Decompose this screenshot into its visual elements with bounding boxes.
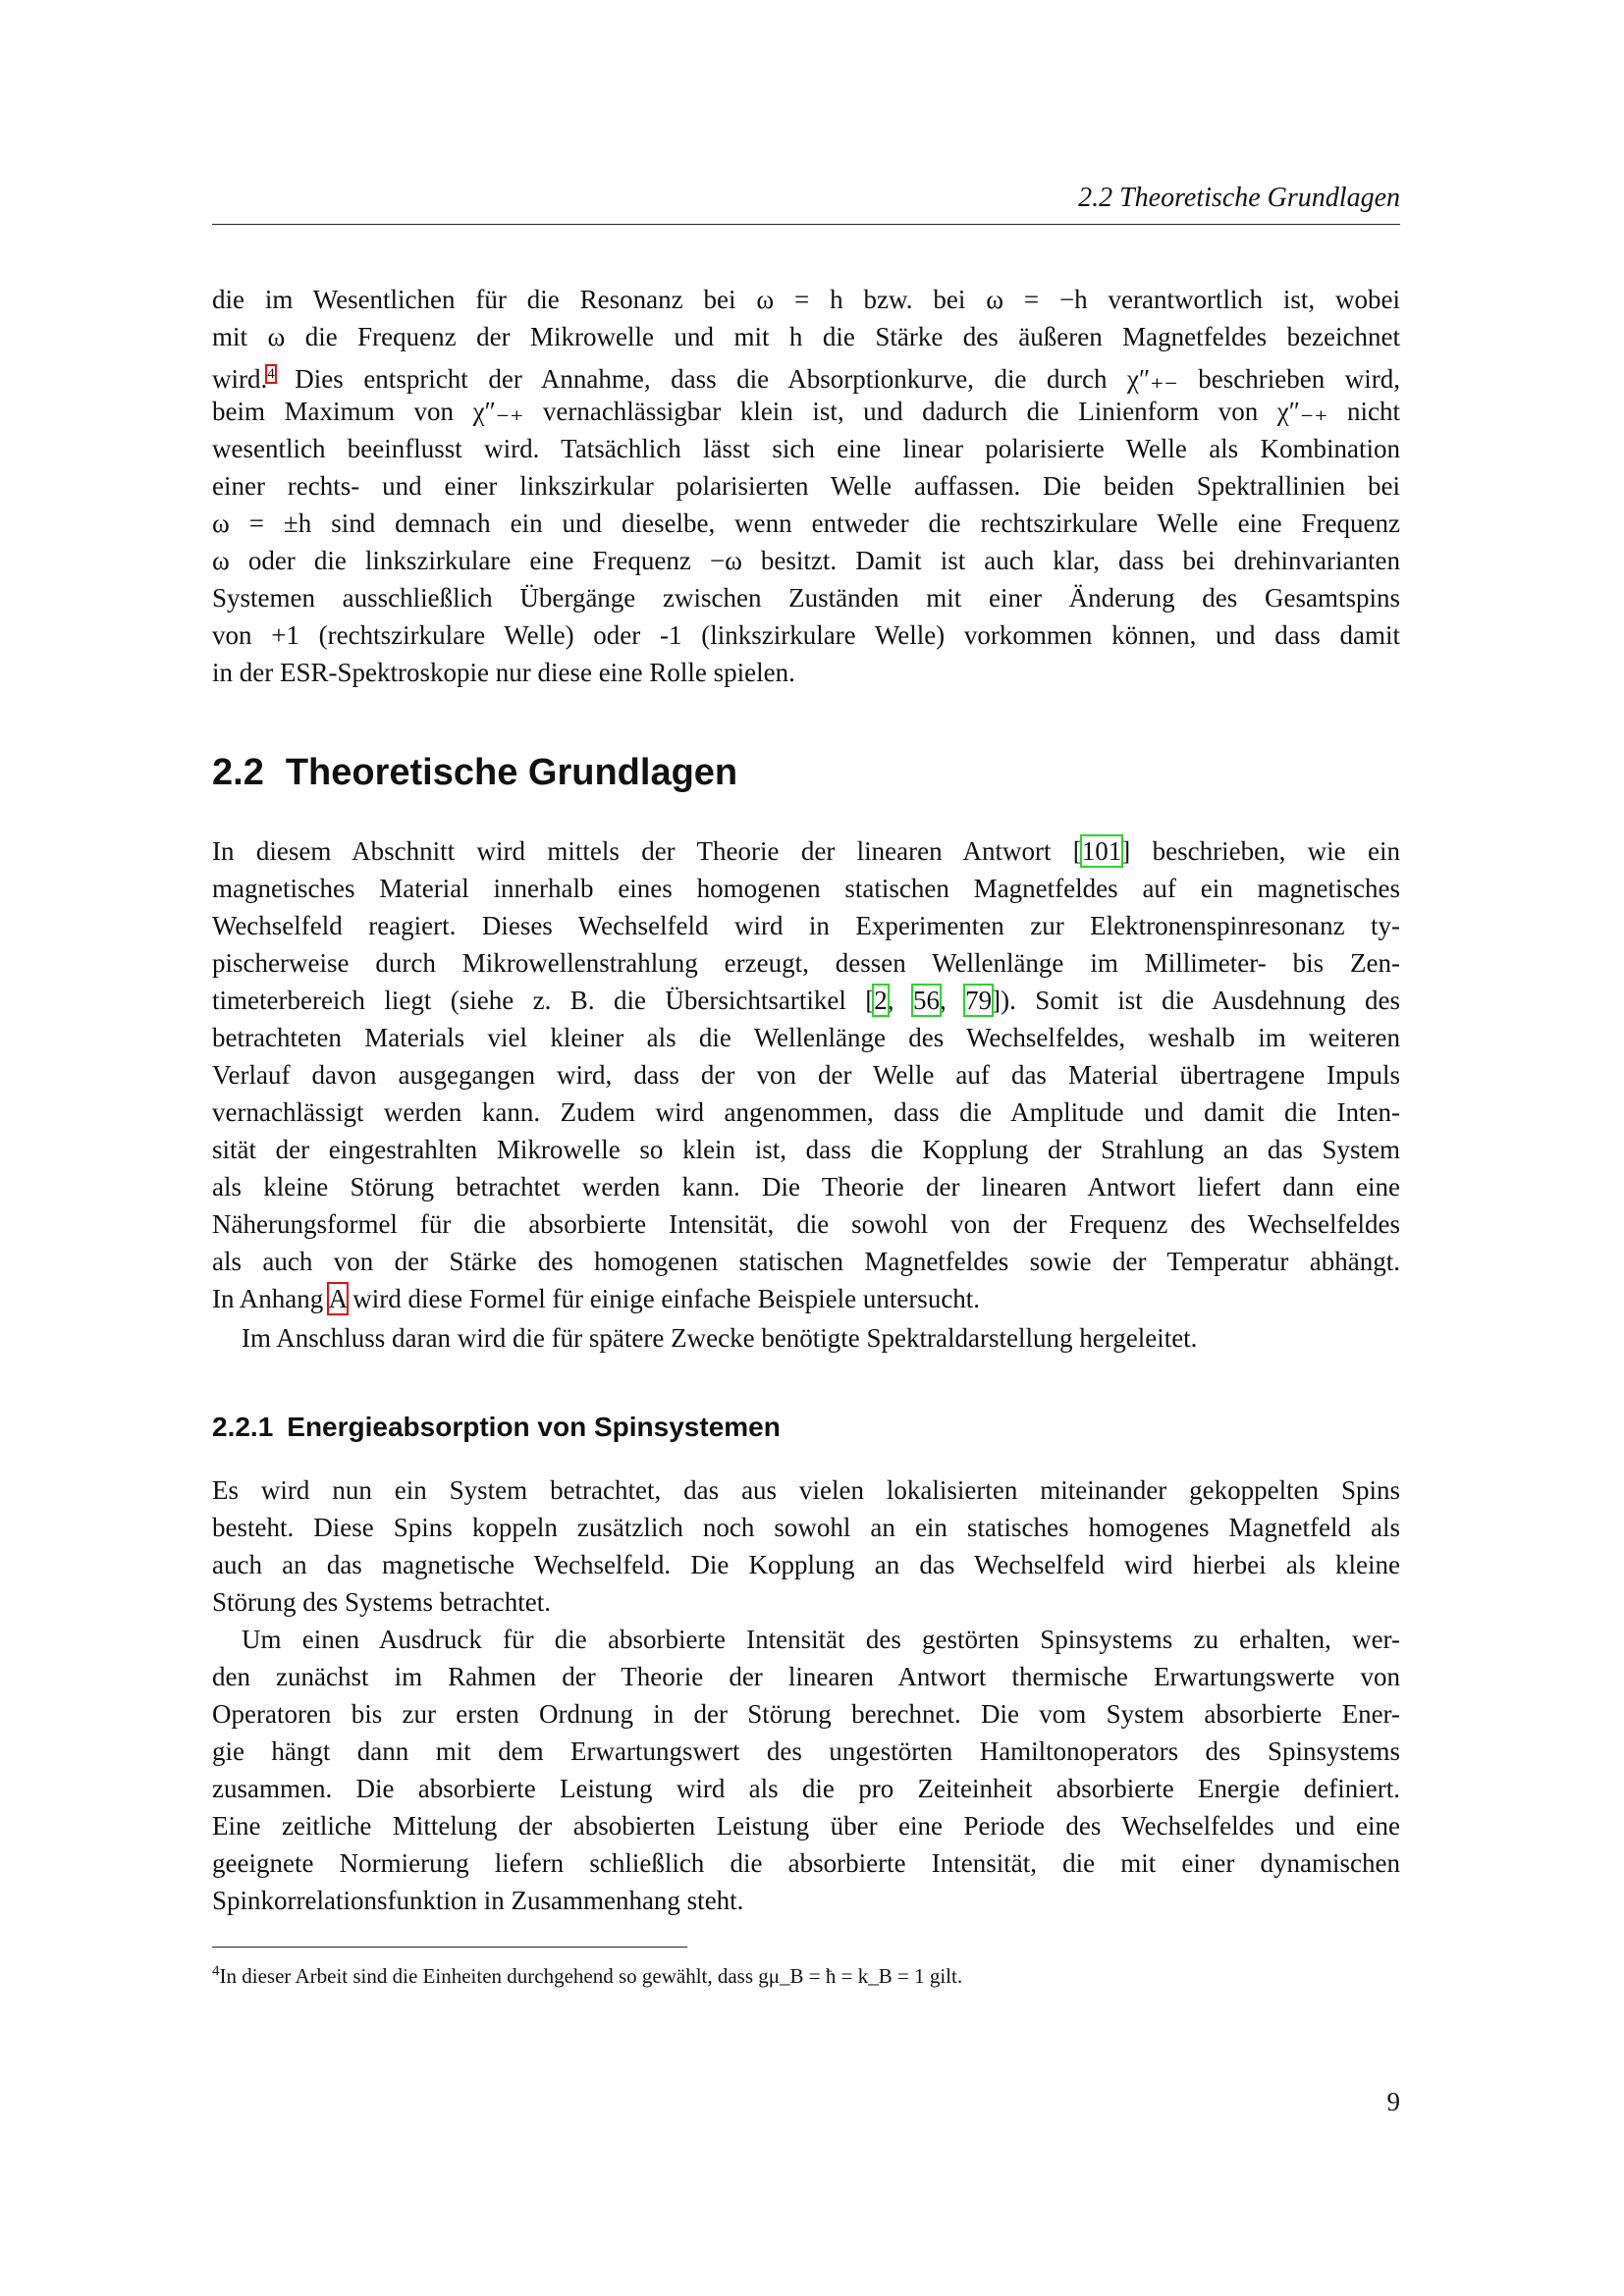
subsection-title: Energieabsorption von Spinsystemen [287, 1412, 781, 1442]
paragraph-3 [212, 1471, 1400, 1919]
appendix-link[interactable]: A [328, 1284, 347, 1313]
citation-link[interactable]: 79 [965, 986, 993, 1015]
text-line: Wechselfeld reagiert. Dieses Wechselfeld wird in Experimenten zur Elektronenspinresonanz ty- [212, 911, 1400, 940]
text: ] beschrieben, wie ein [1121, 836, 1400, 866]
text-line: Systemen ausschließlich Übergänge zwischen Zuständen mit einer Änderung des Gesamtspins [212, 583, 1400, 613]
text-line: besteht. Diese Spins koppeln zusätzlich noch sowohl an ein statisches homogenes Magnetfeld als [212, 1513, 1400, 1542]
section-heading [212, 752, 737, 794]
text-line: geeignete Normierung liefern schließlich die absorbierte Intensität, die mit einer dynamischen [212, 1848, 1400, 1878]
text-line: beim Maximum von χ″₋₊ vernachlässigbar klein ist, und dadurch die Linienform von χ″₋₊ nicht [212, 397, 1400, 426]
text-line: einer rechts- und einer linkszirkular polarisierten Welle auffassen. Die beiden Spektrallinien bei [212, 471, 1400, 501]
citation-link[interactable]: 101 [1081, 836, 1122, 866]
footnote-rule [212, 1947, 687, 1948]
paragraph-1 [212, 281, 1400, 691]
text-line [212, 1280, 1400, 1317]
section-title: Theoretische Grundlagen [285, 752, 738, 793]
text: In diesem Abschnitt wird mittels der Theorie der linearen Antwort [ [212, 836, 1082, 866]
text-line: als auch von der Stärke des homogenen statischen Magnetfeldes sowie der Temperatur abhängt. [212, 1247, 1400, 1276]
text-line: timeterbereich liegt (siehe z. B. die Übersichtsartikel [2, 56, 79]). Somit ist die Ausdehnung des [212, 986, 1401, 1015]
text-line: magnetisches Material innerhalb eines homogenen statischen Magnetfeldes auf ein magnetisches [212, 874, 1400, 903]
text-line: sität der eingestrahlten Mikrowelle so klein ist, dass die Kopplung der Strahlung an das System [212, 1135, 1400, 1164]
citation-link[interactable]: 56 [912, 986, 940, 1015]
text-line [212, 355, 1400, 393]
section-number: 2.2 [212, 752, 264, 793]
subsection-number: 2.2.1 [212, 1412, 274, 1442]
text-line: Operatoren bis zur ersten Ordnung in der Störung berechnet. Die vom System absorbierte Ener- [212, 1699, 1400, 1729]
text-line: ω = ±h sind demnach ein und dieselbe, wenn entweder die rechtszirkulare Welle eine Frequenz [212, 508, 1400, 538]
text-line: Eine zeitliche Mittelung der absobierten Leistung über eine Periode des Wechselfeldes und eine [212, 1811, 1400, 1841]
text-line: gie hängt dann mit dem Erwartungswert des ungestörten Hamiltonoperators des Spinsystems [212, 1736, 1400, 1766]
text-line: betrachteten Materials viel kleiner als die Wellenlänge des Wechselfeldes, weshalb im weiteren [212, 1023, 1400, 1052]
header-rule [212, 224, 1400, 225]
text: timeterbereich liegt (siehe z. B. die Übersichtsartikel [ [212, 986, 875, 1015]
text: Dies entspricht der Annahme, dass die Absorptionkurve, die durch χ″₊₋ beschrieben wird, [295, 364, 1400, 394]
citation-link[interactable]: 2 [874, 986, 888, 1015]
footnote-text: In dieser Arbeit sind die Einheiten durchgehend so gewählt, dass gμ_B = ħ = k_B = 1 gilt. [219, 1964, 963, 1988]
text: wird. [212, 364, 268, 394]
text-line: Spinkorrelationsfunktion in Zusammenhang steht. [212, 1886, 744, 1915]
text-line: als kleine Störung betrachtet werden kann. Die Theorie der linearen Antwort liefert dann eine [212, 1172, 1400, 1201]
text-line [212, 832, 1400, 870]
footnote-link[interactable]: 4 [267, 366, 275, 382]
text-line: auch an das magnetische Wechselfeld. Die Kopplung an das Wechselfeld wird hierbei als kleine [212, 1550, 1400, 1579]
text: wird diese Formel für einige einfache Beispiele untersucht. [346, 1284, 981, 1313]
running-header: 2.2 Theoretische Grundlagen [1078, 183, 1400, 213]
text-line: Es wird nun ein System betrachtet, das aus vielen lokalisierten miteinander gekoppelten Spins [212, 1475, 1400, 1505]
text: ]). Somit ist die Ausdehnung des [992, 986, 1401, 1015]
text-line: zusammen. Die absorbierte Leistung wird als die pro Zeiteinheit absorbierte Energie definiert. [212, 1774, 1400, 1803]
text-line: Um einen Ausdruck für die absorbierte Intensität des gestörten Spinsystems zu erhalten, wer- [242, 1625, 1400, 1654]
text-line: den zunächst im Rahmen der Theorie der linearen Antwort thermische Erwartungswerte von [212, 1662, 1400, 1691]
text-line: von +1 (rechtszirkulare Welle) oder -1 (linkszirkulare Welle) vorkommen können, und dass damit [212, 620, 1400, 650]
text-line: Verlauf davon ausgegangen wird, dass der von der Welle auf das Material übertragene Impuls [212, 1060, 1400, 1090]
text-line: vernachlässigt werden kann. Zudem wird angenommen, dass die Amplitude und damit die Inten- [212, 1097, 1400, 1127]
text-line: Näherungsformel für die absorbierte Intensität, die sowohl von der Frequenz des Wechselfeldes [212, 1209, 1400, 1239]
footnote-mark: 4 [212, 1963, 220, 1979]
text-line: pischerweise durch Mikrowellenstrahlung erzeugt, dessen Wellenlänge im Millimeter- bis Zen- [212, 948, 1400, 978]
text-line: Störung des Systems betrachtet. [212, 1587, 551, 1617]
text-line: ω oder die linkszirkulare eine Frequenz −ω besitzt. Damit ist auch klar, dass bei drehinvarianten [212, 546, 1400, 575]
page-number: 9 [1386, 2087, 1400, 2116]
text-line: Im Anschluss daran wird die für spätere Zwecke benötigte Spektraldarstellung hergeleitet. [242, 1323, 1198, 1353]
footnote [212, 1963, 962, 1989]
text-line: die im Wesentlichen für die Resonanz bei ω = h bzw. bei ω = −h verantwortlich ist, wobei [212, 285, 1400, 314]
subsection-heading [212, 1412, 781, 1443]
paragraph-2 [212, 832, 1400, 1357]
text-line: in der ESR-Spektroskopie nur diese eine Rolle spielen. [212, 658, 795, 687]
text-line: mit ω die Frequenz der Mikrowelle und mit h die Stärke des äußeren Magnetfeldes bezeichnet [212, 322, 1400, 351]
text: In Anhang [212, 1284, 329, 1313]
text-line: wesentlich beeinflusst wird. Tatsächlich lässt sich eine linear polarisierte Welle als Kombination [212, 434, 1400, 463]
